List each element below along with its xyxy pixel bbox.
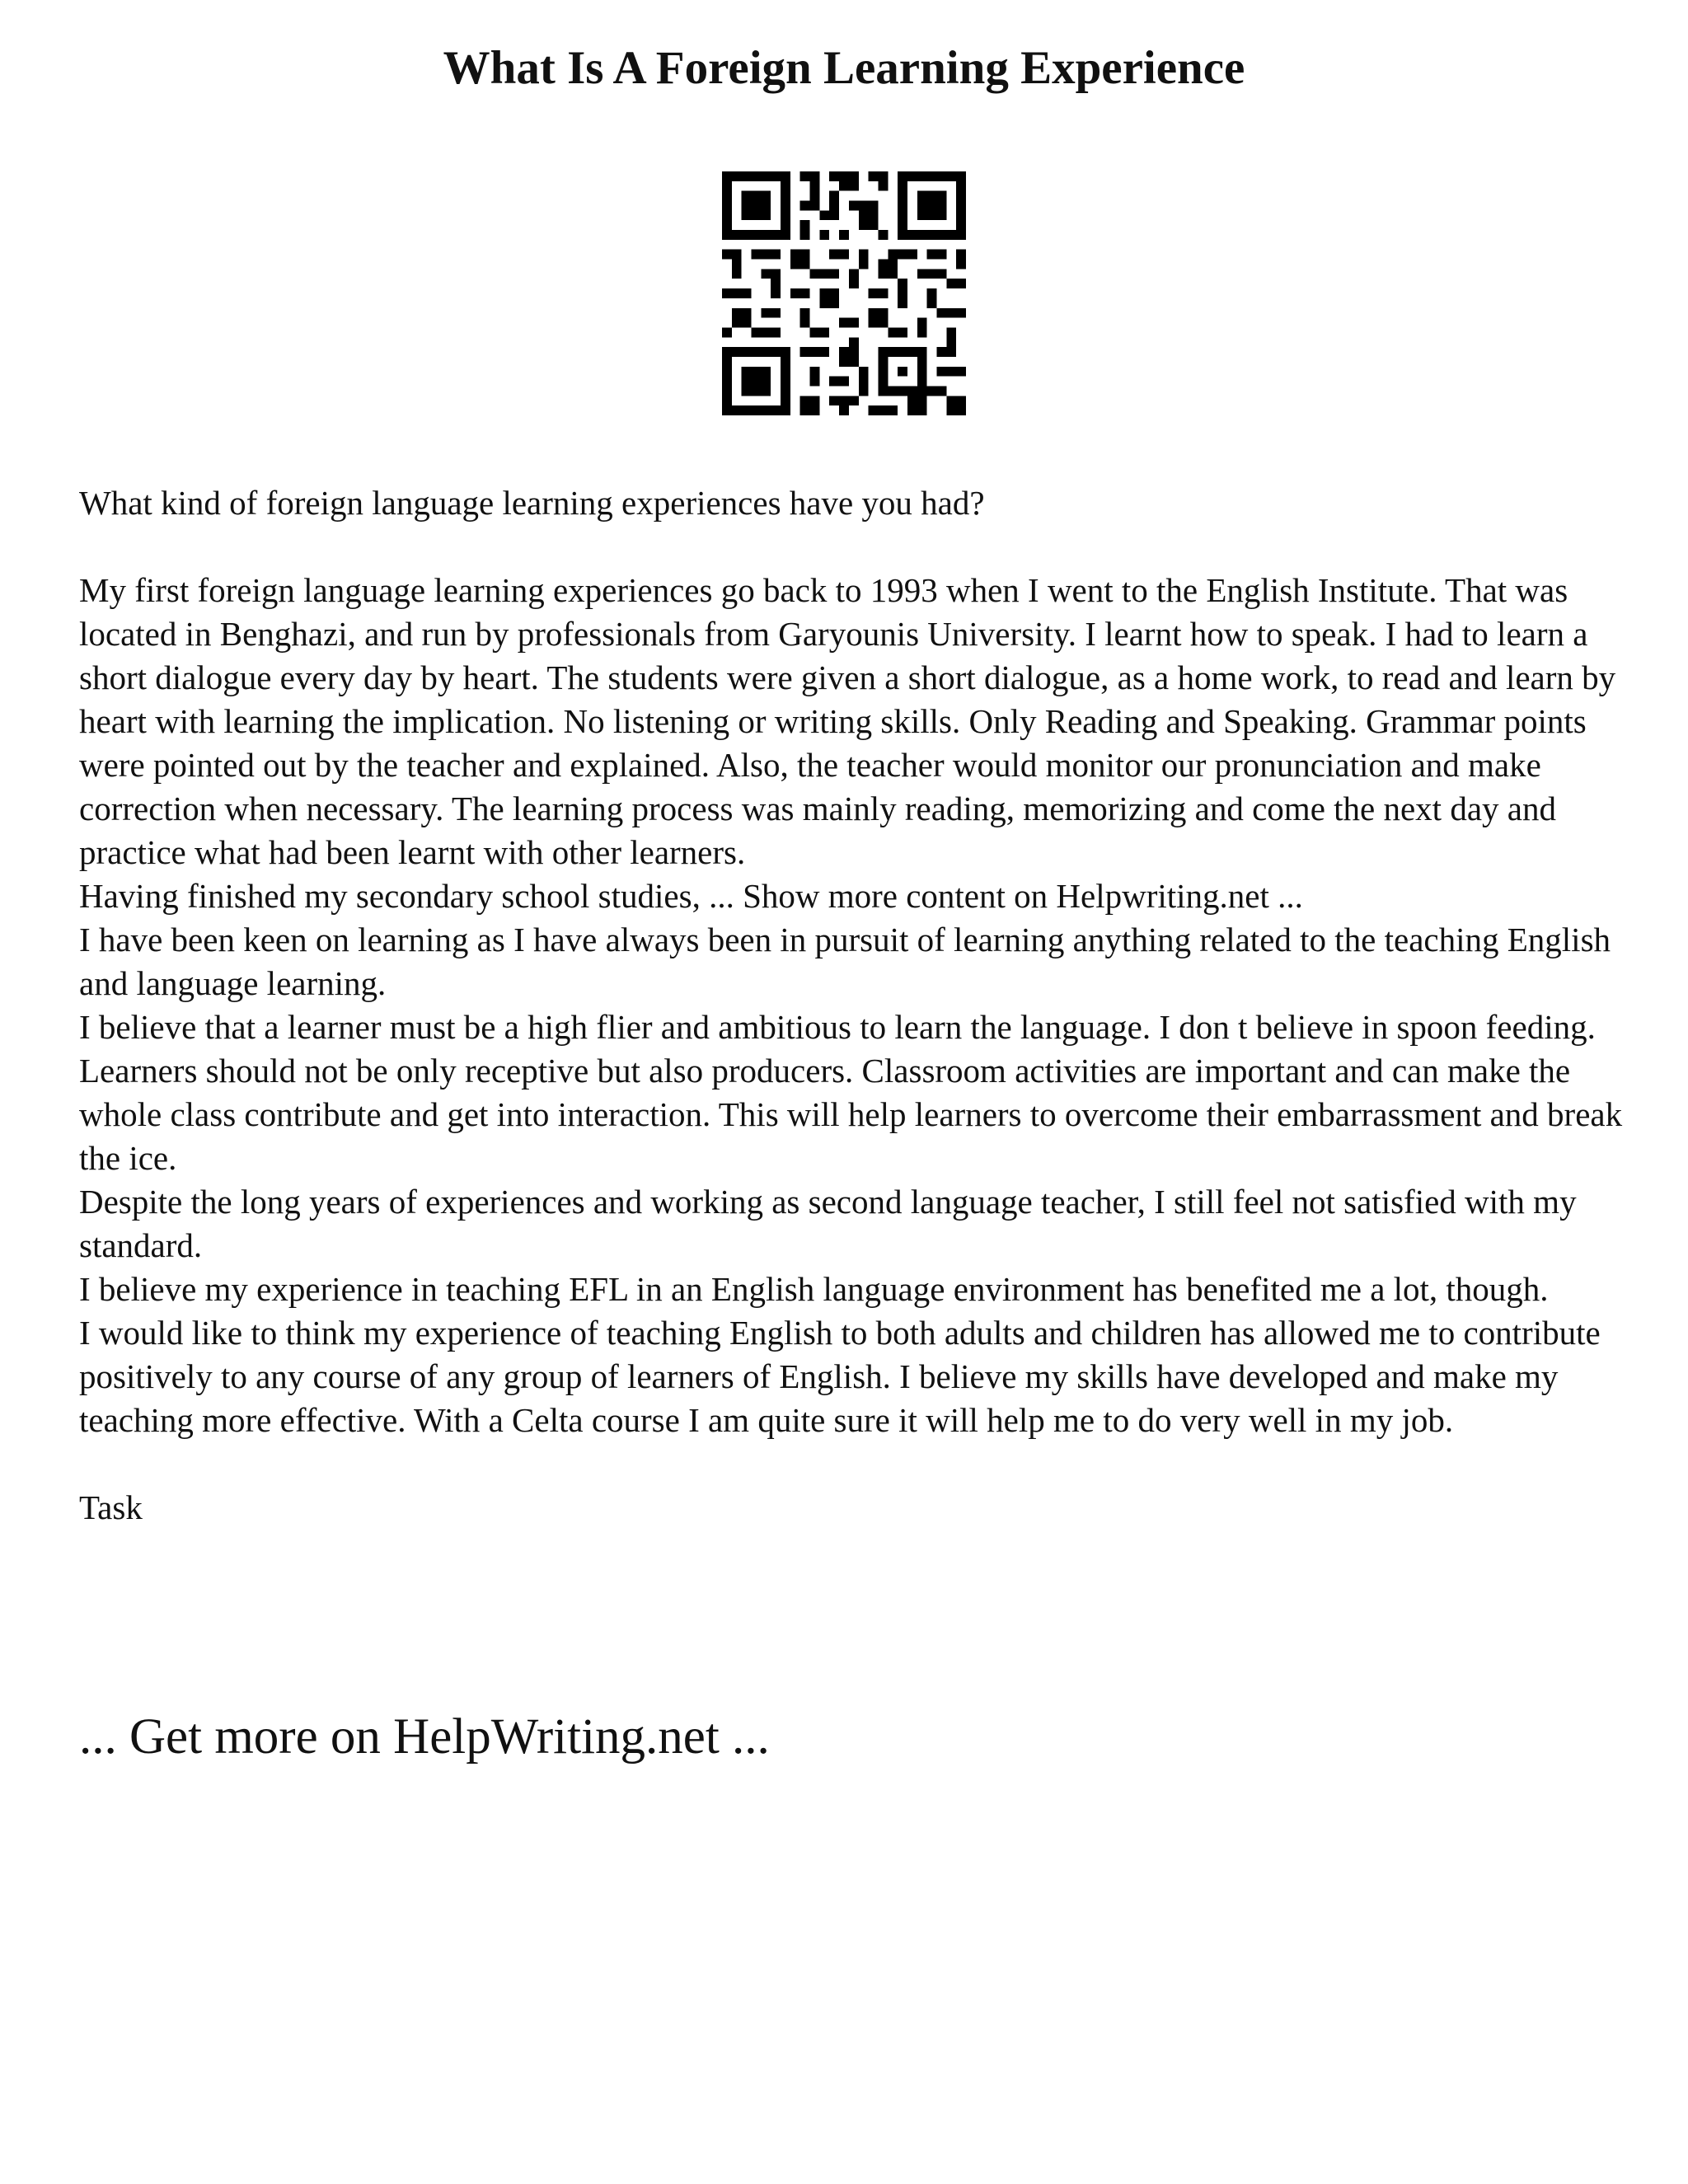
paragraph-spacer <box>79 525 1629 569</box>
paragraph-celta-course: I would like to think my experience of teaching English to both adults and children has allowed me to contribute positively to any course of any group of learners of English. I believe my skills have developed and make my teaching more effective. With a Celta course I am quite sure it will help me to do very well in my job. <box>79 1314 1601 1439</box>
paragraph-efl-experience: I believe my experience in teaching EFL in an English language environment has benefited me a lot, though. <box>79 1270 1549 1308</box>
paragraph-secondary-school: Having finished my secondary school studies, ... Show more content on Helpwriting.net ... <box>79 877 1303 915</box>
task-label: Task <box>79 1488 143 1526</box>
document-body <box>79 481 1629 1530</box>
qr-code <box>722 171 966 415</box>
document-title: What Is A Foreign Learning Experience <box>443 42 1245 94</box>
paragraph-first-experience: My first foreign language learning experiences go back to 1993 when I went to the English Institute. That was located in Benghazi, and run by professionals from Garyounis University. I learnt how to speak. I had to learn a short dialogue every day by heart. The students were given a short dialogue, as a home work, to read and learn by heart with learning the implication. No listening or writing skills. Only Reading and Speaking. Grammar points were pointed out by the teacher and explained. Also, the teacher would monitor our pronunciation and make correction when necessary. The learning process was mainly reading, memorizing and come the next day and practice what had been learnt with other learners. <box>79 571 1616 871</box>
paragraph-not-satisfied: Despite the long years of experiences and working as second language teacher, I still feel not satisfied with my standard. <box>79 1183 1577 1264</box>
paragraph-keen-learning: I have been keen on learning as I have always been in pursuit of learning anything related to the teaching English and language learning. <box>79 921 1611 1002</box>
paragraph-spacer <box>79 1442 1629 1486</box>
question-text: What kind of foreign language learning experiences have you had? <box>79 484 985 522</box>
paragraph-learner-beliefs: I believe that a learner must be a high flier and ambitious to learn the language. I don t believe in spoon feeding. Learners should not be only receptive but also producers. Classroom activities are important and can make the whole class contribute and get into interaction. This will help learners to overcome their embarrassment and break the ice. <box>79 1008 1623 1177</box>
qr-code-icon <box>722 171 966 415</box>
get-more-link[interactable]: ... Get more on HelpWriting.net ... <box>79 1709 770 1765</box>
